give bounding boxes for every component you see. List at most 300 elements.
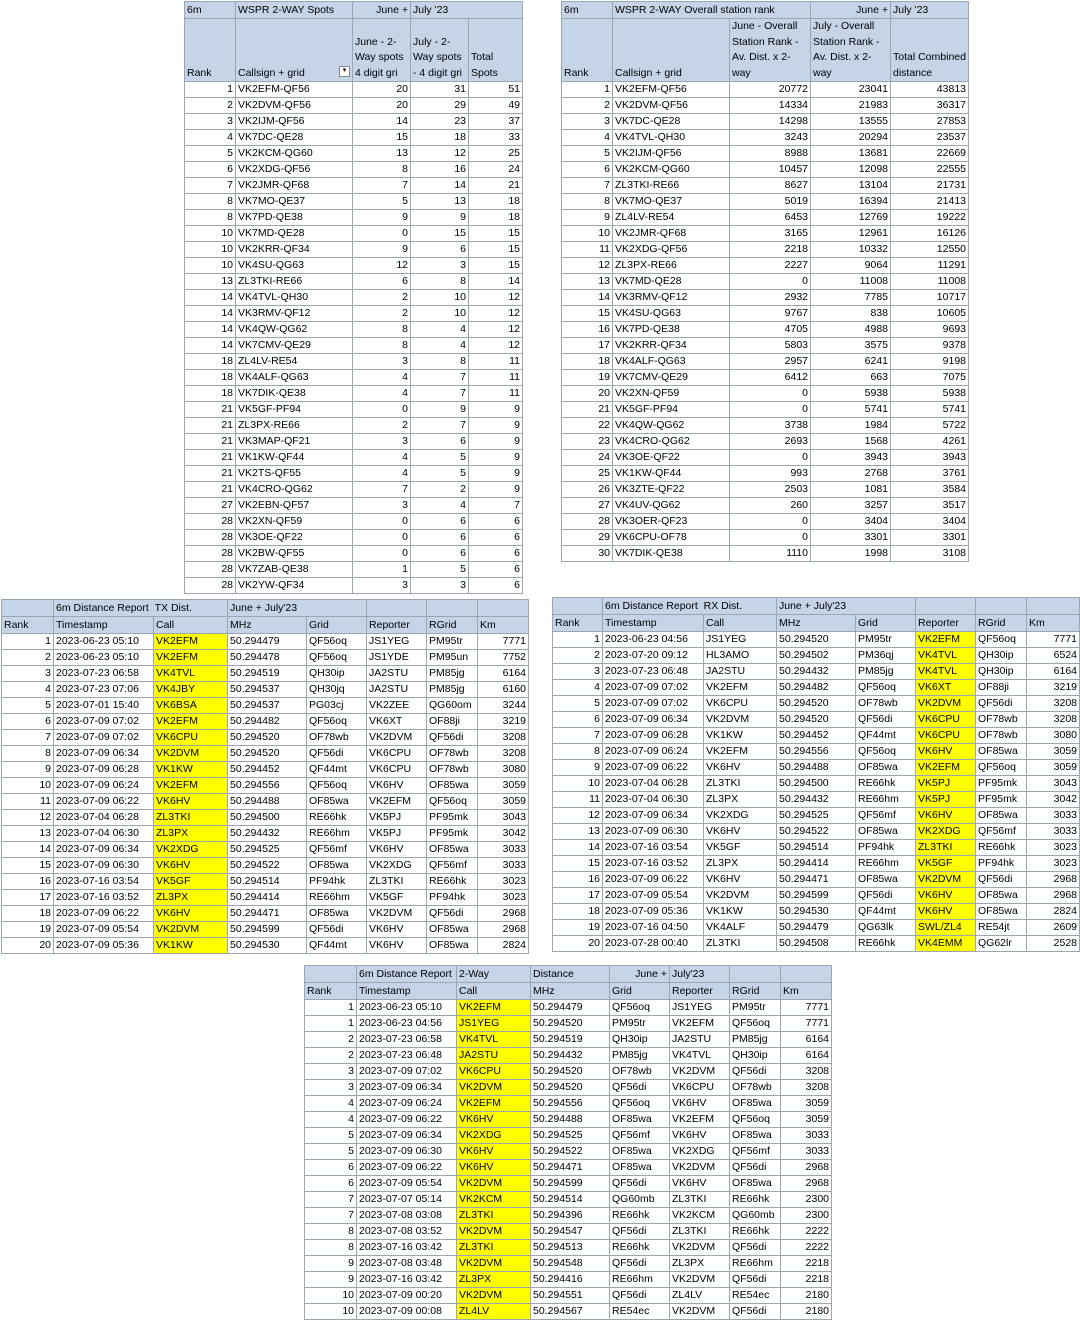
cell-km: 3080 <box>478 762 529 778</box>
table-row <box>185 290 523 306</box>
table-row <box>305 1160 832 1176</box>
table-row <box>562 226 969 242</box>
cell-total-spots: 15 <box>469 258 523 274</box>
cell-reporter: ZL4LV <box>670 1288 730 1304</box>
table-row <box>185 578 523 594</box>
table-row <box>185 530 523 546</box>
cell-rgrid: PF95mk <box>976 792 1027 808</box>
cell-grid: OF78wb <box>307 730 367 746</box>
col-header-call: Call <box>154 617 228 634</box>
cell-total-distance: 27853 <box>891 114 969 130</box>
cell-reporter: VK6HV <box>670 1128 730 1144</box>
cell-call: VK2EFM <box>154 634 228 650</box>
cell-callsign: VK6CPU-OF78 <box>613 530 730 546</box>
cell-june-rank: 0 <box>730 450 811 466</box>
cell-rank: 7 <box>2 730 54 746</box>
cell-rank: 1 <box>305 1016 357 1032</box>
table-row <box>553 808 1080 824</box>
cell-km: 3219 <box>478 714 529 730</box>
cell-call: VK4TVL <box>154 666 228 682</box>
cell-timestamp: 2023-07-09 05:36 <box>603 904 704 920</box>
cell-july-spots: 8 <box>411 354 469 370</box>
cell-rank: 8 <box>2 746 54 762</box>
table-row <box>562 194 969 210</box>
cell-call: ZL3TKI <box>704 776 777 792</box>
cell-july-spots: 3 <box>411 258 469 274</box>
cell-grid: QF56oq <box>307 714 367 730</box>
cell-timestamp: 2023-07-09 06:24 <box>54 778 154 794</box>
cell-km: 3208 <box>478 746 529 762</box>
cell-grid: QF56oq <box>856 744 916 760</box>
cell-grid: PM85jg <box>610 1048 670 1064</box>
cell-callsign: VK2DVM-QF56 <box>613 98 730 114</box>
cell-rgrid: OF88ji <box>976 680 1027 696</box>
cell-mhz: 50.294537 <box>228 682 307 698</box>
cell-callsign: VK7PD-QE38 <box>236 210 353 226</box>
cell-mhz: 50.294520 <box>531 1064 610 1080</box>
table-row <box>305 1224 832 1240</box>
cell-mhz: 50.294479 <box>531 1000 610 1016</box>
cell-total-spots: 15 <box>469 226 523 242</box>
cell-grid: QF56mf <box>610 1128 670 1144</box>
cell-grid: QG63lk <box>856 920 916 936</box>
cell-timestamp: 2023-07-09 06:28 <box>54 762 154 778</box>
cell-call: VK2DVM <box>457 1080 531 1096</box>
cell-july-rank: 838 <box>811 306 891 322</box>
cell-june-spots: 2 <box>353 418 411 434</box>
cell-callsign: VK4SU-QG63 <box>613 306 730 322</box>
cell-rgrid: OF78wb <box>427 746 478 762</box>
cell-rank: 2 <box>553 648 603 664</box>
cell-timestamp: 2023-07-01 15:40 <box>54 698 154 714</box>
col-header-rank: Rank <box>185 19 236 82</box>
table-row <box>553 840 1080 856</box>
cell-reporter: VK2ZEE <box>367 698 427 714</box>
table-body <box>2 634 529 954</box>
filter-dropdown-icon[interactable]: ▾ <box>339 66 350 77</box>
cell-timestamp: 2023-07-16 04:50 <box>603 920 704 936</box>
cell-call: VK2XDG <box>704 808 777 824</box>
table-row <box>2 666 529 682</box>
cell-total-spots: 49 <box>469 98 523 114</box>
cell-june-rank: 2227 <box>730 258 811 274</box>
cell-rgrid: RE66hk <box>730 1192 781 1208</box>
cell-rank: 6 <box>2 714 54 730</box>
table-row <box>562 434 969 450</box>
cell-km: 2222 <box>781 1224 832 1240</box>
col-header-rgrid: RGrid <box>976 615 1027 632</box>
table-row <box>185 402 523 418</box>
cell-rgrid: OF85wa <box>427 922 478 938</box>
table-row <box>562 354 969 370</box>
table-row <box>562 514 969 530</box>
cell-call: VK2DVM <box>154 922 228 938</box>
cell-km: 3219 <box>1027 680 1080 696</box>
cell-rgrid: RE66hk <box>730 1224 781 1240</box>
cell-reporter: VK5GF <box>916 856 976 872</box>
cell-reporter: VK4TVL <box>916 648 976 664</box>
table-row <box>185 562 523 578</box>
cell-june-rank: 1110 <box>730 546 811 562</box>
table-row <box>305 1064 832 1080</box>
table-row <box>185 450 523 466</box>
cell-grid: PM36qj <box>856 648 916 664</box>
cell-july-spots: 5 <box>411 450 469 466</box>
cell-km: 3023 <box>1027 856 1080 872</box>
cell-timestamp: 2023-07-08 03:08 <box>357 1208 457 1224</box>
cell-july-spots: 6 <box>411 242 469 258</box>
cell-grid: QG60mb <box>610 1192 670 1208</box>
cell-reporter: JA2STU <box>367 682 427 698</box>
cell-reporter: VK6HV <box>916 904 976 920</box>
cell-timestamp: 2023-07-09 06:22 <box>54 794 154 810</box>
cell-rank: 1 <box>2 634 54 650</box>
cell-july-rank: 16394 <box>811 194 891 210</box>
cell-mhz: 50.294530 <box>228 938 307 954</box>
cell-callsign: VK2JMR-QF68 <box>236 178 353 194</box>
table-title-period-2: July '23 <box>891 2 969 19</box>
cell-grid: QF56di <box>610 1080 670 1096</box>
cell-july-spots: 9 <box>411 210 469 226</box>
cell-km: 2180 <box>781 1288 832 1304</box>
cell-call: JS1YEG <box>704 632 777 648</box>
cell-july-spots: 16 <box>411 162 469 178</box>
cell-reporter: VK2EFM <box>670 1112 730 1128</box>
table-row <box>305 1208 832 1224</box>
cell-timestamp: 2023-07-04 06:28 <box>54 810 154 826</box>
table-row <box>305 1128 832 1144</box>
cell-callsign: ZL3PX-RE66 <box>236 418 353 434</box>
cell-rank: 13 <box>553 824 603 840</box>
cell-total-distance: 9198 <box>891 354 969 370</box>
col-header-timestamp: Timestamp <box>357 983 457 1000</box>
cell-timestamp: 2023-06-23 05:10 <box>54 634 154 650</box>
cell-callsign: VK7MD-QE28 <box>613 274 730 290</box>
table-row <box>305 1080 832 1096</box>
table-row <box>562 98 969 114</box>
cell-mhz: 50.294514 <box>531 1192 610 1208</box>
table-row <box>2 650 529 666</box>
cell-timestamp: 2023-07-09 07:02 <box>603 680 704 696</box>
table-row <box>2 778 529 794</box>
table-row <box>562 418 969 434</box>
cell-call: VK2EFM <box>704 744 777 760</box>
table-title: WSPR 2-WAY Spots <box>236 2 353 19</box>
cell-km: 3033 <box>478 842 529 858</box>
cell-call: VK6HV <box>154 794 228 810</box>
table-title: 6m Distance Report TX Dist. <box>54 600 228 617</box>
cell-call: ZL3TKI <box>154 810 228 826</box>
cell-june-rank: 20772 <box>730 82 811 98</box>
table-title: WSPR 2-WAY Overall station rank <box>613 2 811 19</box>
cell-rgrid: QH30ip <box>730 1048 781 1064</box>
cell-call: ZL3TKI <box>704 936 777 952</box>
cell-timestamp: 2023-07-09 05:54 <box>54 922 154 938</box>
table-row <box>562 306 969 322</box>
cell-reporter: VK6CPU <box>916 712 976 728</box>
col-header-callsign[interactable]: Callsign + grid ▾ <box>236 19 353 82</box>
cell-july-spots: 8 <box>411 274 469 290</box>
cell-timestamp: 2023-06-23 05:10 <box>357 1000 457 1016</box>
cell-km: 6164 <box>478 666 529 682</box>
col-header-rank: Rank <box>553 615 603 632</box>
col-header-timestamp: Timestamp <box>603 615 704 632</box>
cell-timestamp: 2023-07-09 06:34 <box>357 1080 457 1096</box>
cell-reporter: VK6HV <box>367 922 427 938</box>
cell-rank: 11 <box>562 242 613 258</box>
cell-km: 6160 <box>478 682 529 698</box>
table-row <box>185 546 523 562</box>
table-row <box>2 826 529 842</box>
cell-timestamp: 2023-07-09 06:22 <box>54 906 154 922</box>
table-row <box>562 274 969 290</box>
col-header-july: July - Overall Station Rank - Av. Dist. x 2-way <box>811 19 891 82</box>
cell-mhz: 50.294537 <box>228 698 307 714</box>
cell-reporter: VK6CPU <box>916 728 976 744</box>
cell-reporter: VK6HV <box>367 938 427 954</box>
cell-reporter: VK2EFM <box>367 794 427 810</box>
cell-rank: 2 <box>305 1048 357 1064</box>
cell-call: VK6CPU <box>704 696 777 712</box>
cell-callsign: ZL3TKI-RE66 <box>236 274 353 290</box>
cell-rank: 1 <box>305 1000 357 1016</box>
table-row <box>562 258 969 274</box>
cell-reporter: VK5PJ <box>367 810 427 826</box>
table-row <box>185 466 523 482</box>
cell-total-distance: 3584 <box>891 482 969 498</box>
cell-callsign: VK2JMR-QF68 <box>613 226 730 242</box>
cell-total-distance: 12550 <box>891 242 969 258</box>
cell-callsign: VK4TVL-QH30 <box>236 290 353 306</box>
col-header-june[interactable]: June - 2-Way spots 4 digit gri <box>353 19 411 82</box>
cell-reporter: VK6HV <box>367 842 427 858</box>
cell-call: ZL3PX <box>154 890 228 906</box>
cell-call: VK1KW <box>154 938 228 954</box>
cell-reporter: VK2DVM <box>670 1160 730 1176</box>
cell-grid: QF56mf <box>307 842 367 858</box>
cell-timestamp: 2023-07-09 06:34 <box>54 842 154 858</box>
table-title-period: June + <box>811 2 891 19</box>
cell-rgrid: OF88ji <box>427 714 478 730</box>
cell-km: 2180 <box>781 1304 832 1320</box>
cell-reporter: VK6HV <box>367 778 427 794</box>
cell-total-distance: 19222 <box>891 210 969 226</box>
cell-callsign: VK4QW-QG62 <box>613 418 730 434</box>
cell-mhz: 50.294567 <box>531 1304 610 1320</box>
cell-mhz: 50.294482 <box>228 714 307 730</box>
col-header-total: Total Combined distance <box>891 19 969 82</box>
cell-timestamp: 2023-07-09 06:34 <box>54 746 154 762</box>
cell-callsign: VK3ZTE-QF22 <box>613 482 730 498</box>
cell-july-spots: 6 <box>411 530 469 546</box>
table-row <box>562 162 969 178</box>
cell-callsign: VK2XN-QF59 <box>613 386 730 402</box>
cell-june-spots: 1 <box>353 562 411 578</box>
table-row <box>185 354 523 370</box>
cell-grid: QF56oq <box>856 680 916 696</box>
cell-july-spots: 13 <box>411 194 469 210</box>
table-row <box>562 402 969 418</box>
cell-july-rank: 12098 <box>811 162 891 178</box>
cell-km: 3023 <box>1027 840 1080 856</box>
cell-rgrid: RE54ec <box>730 1288 781 1304</box>
cell-rgrid: QH30ip <box>976 664 1027 680</box>
cell-rank: 20 <box>2 938 54 954</box>
cell-mhz: 50.294508 <box>777 936 856 952</box>
cell-rgrid: PF95mk <box>427 826 478 842</box>
cell-total-distance: 21413 <box>891 194 969 210</box>
cell-rank: 21 <box>185 450 236 466</box>
table-row <box>185 162 523 178</box>
cell-june-spots: 8 <box>353 338 411 354</box>
cell-july-rank: 11008 <box>811 274 891 290</box>
cell-timestamp: 2023-07-08 03:48 <box>357 1256 457 1272</box>
cell-timestamp: 2023-07-28 00:40 <box>603 936 704 952</box>
col-header-july[interactable]: July - 2-Way spots - 4 digit gri <box>411 19 469 82</box>
cell-grid: QF44mt <box>856 904 916 920</box>
cell-total-distance: 3108 <box>891 546 969 562</box>
cell-rgrid: QF56oq <box>730 1112 781 1128</box>
cell-km: 2528 <box>1027 936 1080 952</box>
cell-rank: 3 <box>305 1080 357 1096</box>
cell-callsign: VK3RMV-QF12 <box>236 306 353 322</box>
cell-total-spots: 12 <box>469 338 523 354</box>
wspr-2way-overall-rank-table <box>561 1 969 562</box>
table-row <box>2 746 529 762</box>
table-row <box>305 1000 832 1016</box>
table-row <box>305 1288 832 1304</box>
cell-grid: OF85wa <box>856 824 916 840</box>
cell-mhz: 50.294479 <box>777 920 856 936</box>
cell-callsign: VK1KW-QF44 <box>613 466 730 482</box>
cell-reporter: VK2DVM <box>916 872 976 888</box>
cell-reporter: VK6HV <box>916 808 976 824</box>
cell-june-spots: 13 <box>353 146 411 162</box>
cell-total-spots: 9 <box>469 466 523 482</box>
cell-rank: 28 <box>185 578 236 594</box>
cell-grid: RE54ec <box>610 1304 670 1320</box>
cell-km: 2968 <box>478 922 529 938</box>
cell-call: VK6HV <box>457 1160 531 1176</box>
cell-rgrid: PM85jg <box>730 1032 781 1048</box>
cell-timestamp: 2023-07-23 06:58 <box>54 666 154 682</box>
cell-grid: QF56di <box>610 1176 670 1192</box>
cell-mhz: 50.294519 <box>531 1032 610 1048</box>
cell-june-spots: 14 <box>353 114 411 130</box>
cell-mhz: 50.294599 <box>777 888 856 904</box>
cell-grid: QF56oq <box>610 1096 670 1112</box>
cell-june-spots: 12 <box>353 258 411 274</box>
cell-rank: 21 <box>562 402 613 418</box>
cell-reporter: JS1YEG <box>670 1000 730 1016</box>
cell-timestamp: 2023-07-16 03:42 <box>357 1272 457 1288</box>
cell-total-distance: 5938 <box>891 386 969 402</box>
cell-rgrid: PF94hk <box>976 856 1027 872</box>
table-row <box>185 130 523 146</box>
cell-june-spots: 6 <box>353 274 411 290</box>
cell-mhz: 50.294488 <box>777 760 856 776</box>
col-header-total[interactable]: Total Spots <box>469 19 523 82</box>
table-row <box>185 242 523 258</box>
cell-grid: OF85wa <box>307 858 367 874</box>
cell-call: VK2XDG <box>154 842 228 858</box>
cell-km: 3033 <box>478 858 529 874</box>
cell-mhz: 50.294432 <box>777 664 856 680</box>
cell-grid: PG03cj <box>307 698 367 714</box>
cell-reporter: VK4TVL <box>916 664 976 680</box>
cell-rgrid: QF56di <box>730 1160 781 1176</box>
cell-june-spots: 7 <box>353 482 411 498</box>
cell-rank: 10 <box>185 226 236 242</box>
cell-mhz: 50.294513 <box>531 1240 610 1256</box>
table-title-period: June + July'23 <box>228 600 367 617</box>
cell-reporter: SWL/ZL4 <box>916 920 976 936</box>
cell-call: VK6HV <box>154 858 228 874</box>
cell-june-rank: 3165 <box>730 226 811 242</box>
cell-timestamp: 2023-07-09 06:30 <box>54 858 154 874</box>
table-row <box>305 1016 832 1032</box>
cell-km: 2968 <box>781 1176 832 1192</box>
table-row <box>305 1240 832 1256</box>
table-row <box>562 210 969 226</box>
cell-reporter: VK5PJ <box>367 826 427 842</box>
cell-rank: 8 <box>305 1240 357 1256</box>
cell-rgrid: OF85wa <box>427 938 478 954</box>
cell-july-rank: 13104 <box>811 178 891 194</box>
cell-july-rank: 3575 <box>811 338 891 354</box>
col-header-mhz: MHz <box>228 617 307 634</box>
cell-reporter: VK4EMM <box>916 936 976 952</box>
cell-mhz: 50.294547 <box>531 1224 610 1240</box>
cell-rank: 1 <box>185 82 236 98</box>
cell-rgrid: QF56di <box>976 872 1027 888</box>
cell-call: VK2EFM <box>457 1096 531 1112</box>
cell-call: VK6HV <box>704 760 777 776</box>
cell-june-rank: 0 <box>730 530 811 546</box>
cell-km: 3208 <box>478 730 529 746</box>
cell-mhz: 50.294514 <box>777 840 856 856</box>
cell-callsign: VK4TVL-QH30 <box>613 130 730 146</box>
table-row <box>562 130 969 146</box>
cell-mhz: 50.294556 <box>228 778 307 794</box>
cell-km: 3208 <box>1027 712 1080 728</box>
cell-rank: 14 <box>185 322 236 338</box>
cell-grid: QF56oq <box>307 634 367 650</box>
cell-rank: 29 <box>562 530 613 546</box>
cell-june-rank: 5019 <box>730 194 811 210</box>
cell-reporter: VK2DVM <box>367 906 427 922</box>
cell-callsign: VK2KCM-QG60 <box>236 146 353 162</box>
cell-call: JA2STU <box>457 1048 531 1064</box>
table-row <box>185 274 523 290</box>
col-header-callsign: Callsign + grid <box>613 19 730 82</box>
table-row <box>553 824 1080 840</box>
cell-mhz: 50.294488 <box>531 1112 610 1128</box>
cell-reporter: VK2XDG <box>670 1144 730 1160</box>
cell-callsign: VK7CMV-QE29 <box>236 338 353 354</box>
cell-rank: 4 <box>185 130 236 146</box>
cell-timestamp: 2023-07-09 06:34 <box>357 1128 457 1144</box>
table-row <box>2 858 529 874</box>
cell-rank: 6 <box>305 1176 357 1192</box>
cell-rgrid: QF56oq <box>427 794 478 810</box>
cell-rank: 21 <box>185 466 236 482</box>
cell-rank: 9 <box>2 762 54 778</box>
cell-timestamp: 2023-07-04 06:28 <box>603 776 704 792</box>
col-header-rank: Rank <box>2 617 54 634</box>
cell-km: 7771 <box>1027 632 1080 648</box>
cell-reporter: ZL3TKI <box>367 874 427 890</box>
